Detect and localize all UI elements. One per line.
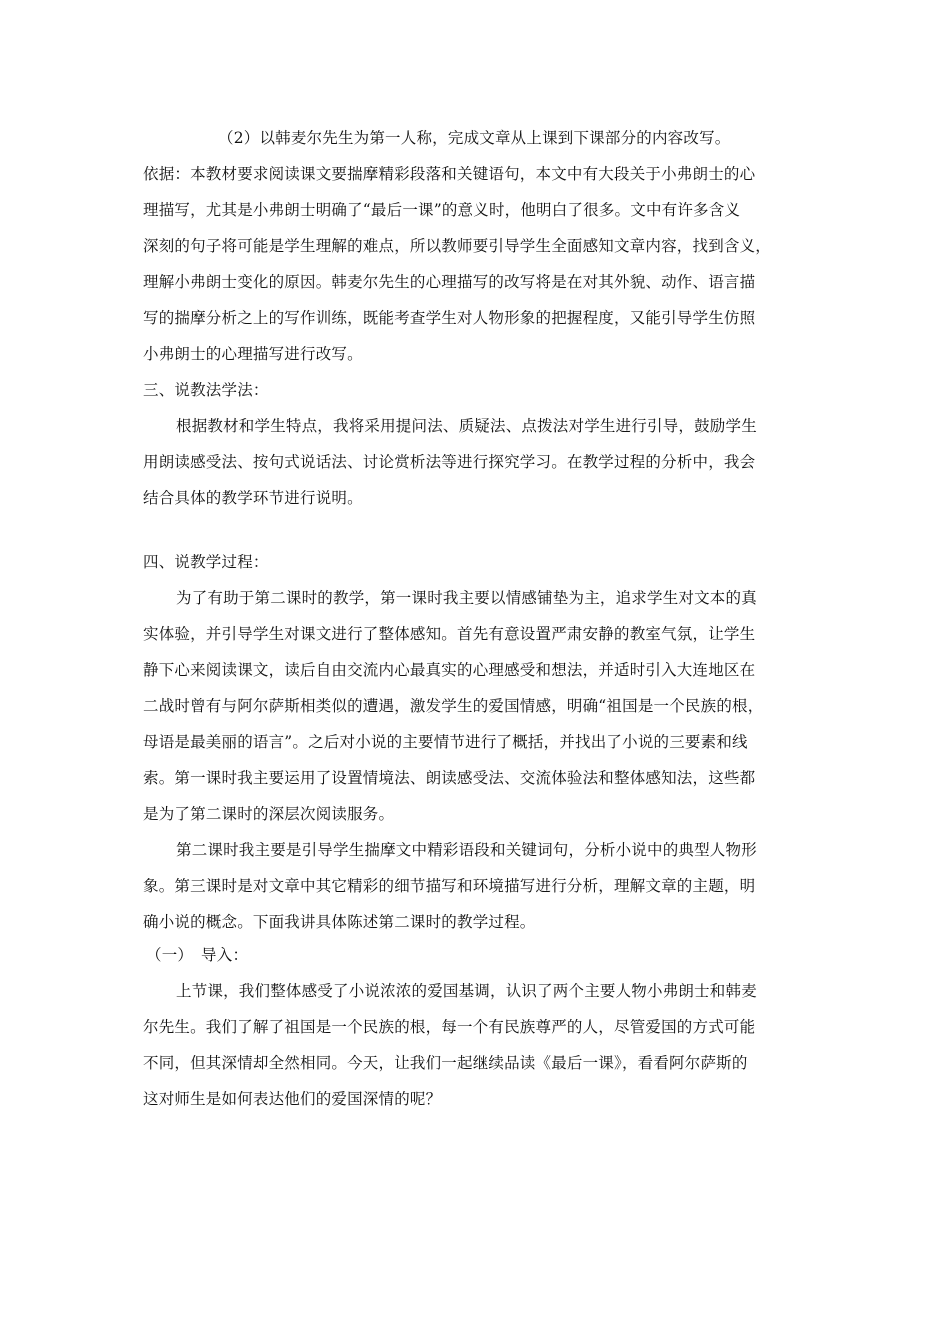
basis-paragraph-line-1: 依据：本教材要求阅读课文要揣摩精彩段落和关键语句，本文中有大段关于小弗朗士的心	[143, 165, 756, 183]
second-lesson-paragraph-line-1: 第二课时我主要是引导学生揣摩文中精彩语段和关键词句，分析小说中的典型人物形	[176, 841, 757, 859]
basis-paragraph-line-5: 写的揣摩分析之上的写作训练，既能考查学生对人物形象的把握程度，又能引导学生仿照	[143, 309, 756, 327]
second-lesson-paragraph-line-3: 确小说的概念。下面我讲具体陈述第二课时的教学过程。	[143, 913, 536, 931]
second-lesson-paragraph-line-2: 象。第三课时是对文章中其它精彩的细节描写和环境描写进行分析，理解文章的主题，明	[143, 877, 756, 895]
basis-paragraph-line-3: 深刻的句子将可能是学生理解的难点，所以教师要引导学生全面感知文章内容，找到含义，	[143, 237, 772, 255]
basis-paragraph-line-2: 理描写，尤其是小弗朗士明确了“最后一课”的意义时，他明白了很多。文中有许多含义	[143, 201, 741, 219]
process-paragraph-line-7: 是为了第二课时的深层次阅读服务。	[143, 805, 395, 823]
process-paragraph-line-6: 索。第一课时我主要运用了设置情境法、朗读感受法、交流体验法和整体感知法，这些都	[143, 769, 756, 787]
basis-paragraph-line-4: 理解小弗朗士变化的原因。韩麦尔先生的心理描写的改写将是在对其外貌、动作、语言描	[143, 273, 756, 291]
subheading-intro: （一） 导入：	[146, 946, 249, 964]
process-paragraph-line-5: 母语是最美丽的语言”。之后对小说的主要情节进行了概括，并找出了小说的三要素和线	[143, 733, 748, 751]
methods-paragraph-line-3: 结合具体的教学环节进行说明。	[143, 489, 363, 507]
methods-paragraph-line-2: 用朗读感受法、按句式说话法、讨论赏析法等进行探究学习。在教学过程的分析中，我会	[143, 453, 756, 471]
process-paragraph-line-3: 静下心来阅读课文，读后自由交流内心最真实的心理感受和想法，并适时引入大连地区在	[143, 661, 756, 679]
methods-paragraph-line-1: 根据教材和学生特点，我将采用提问法、质疑法、点拨法对学生进行引导，鼓励学生	[176, 417, 757, 435]
basis-paragraph-line-6: 小弗朗士的心理描写进行改写。	[143, 345, 363, 363]
process-paragraph-line-1: 为了有助于第二课时的教学，第一课时我主要以情感铺垫为主，追求学生对文本的真	[176, 589, 757, 607]
intro-paragraph-line-4: 这对师生是如何表达他们的爱国深情的呢？	[143, 1090, 442, 1108]
section-heading-methods: 三、说教法学法：	[143, 381, 269, 399]
section-heading-process: 四、说教学过程：	[143, 553, 269, 571]
task-item-2: （2）以韩麦尔先生为第一人称，完成文章从上课到下课部分的内容改写。	[218, 129, 731, 147]
process-paragraph-line-2: 实体验，并引导学生对课文进行了整体感知。首先有意设置严肃安静的教室气氛，让学生	[143, 625, 756, 643]
process-paragraph-line-4: 二战时曾有与阿尔萨斯相类似的遭遇，激发学生的爱国情感，明确“祖国是一个民族的根，	[143, 697, 764, 715]
intro-paragraph-line-1: 上节课，我们整体感受了小说浓浓的爱国基调，认识了两个主要人物小弗朗士和韩麦	[176, 982, 757, 1000]
intro-paragraph-line-2: 尔先生。我们了解了祖国是一个民族的根，每一个有民族尊严的人，尽管爱国的方式可能	[143, 1018, 756, 1036]
intro-paragraph-line-3: 不同，但其深情却全然相同。今天，让我们一起继续品读《最后一课》，看看阿尔萨斯的	[143, 1054, 748, 1072]
